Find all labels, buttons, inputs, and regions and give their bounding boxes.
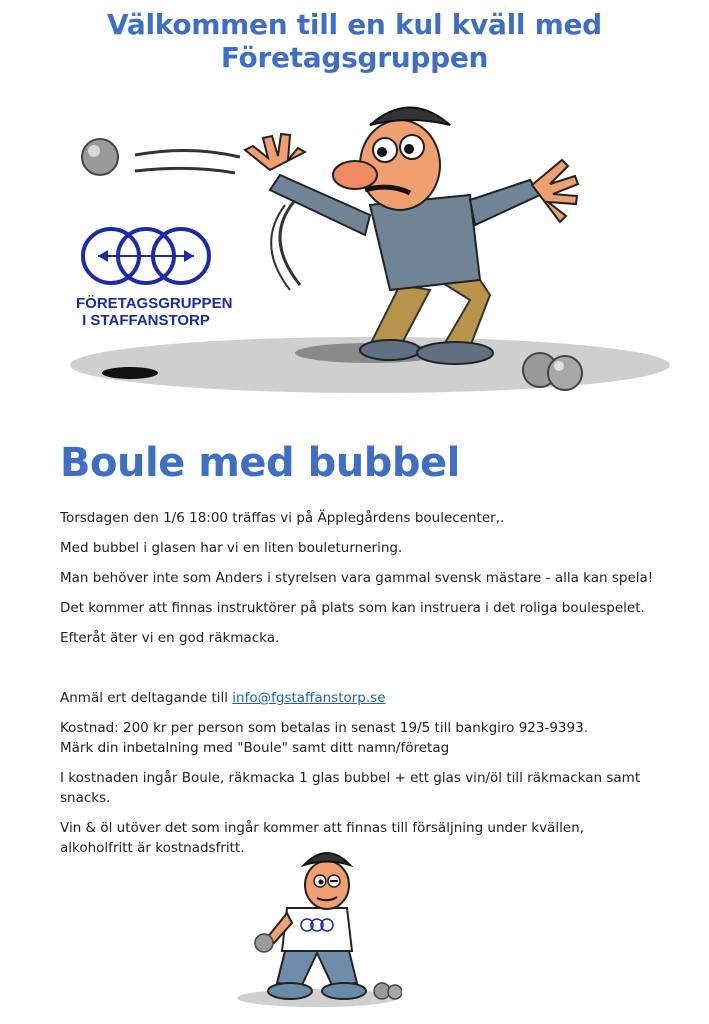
cost-paragraph [60,718,660,758]
paragraph-anders: Man behöver inte som Anders i styrelsen vara gammal svensk mästare - alla kan spela! [60,570,654,586]
event-title: Boule med bubbel [60,440,460,486]
paragraph-instructors: Det kommer att finnas instruktörer på plats som kan instruera i det roliga boulespelet. [60,600,645,616]
register-email-link[interactable]: info@fgstaffanstorp.se [232,690,386,706]
company-logo [76,222,233,329]
included-paragraph: I kostnaden ingår Boule, räkmacka 1 glas bubbel + ett glas vin/öl till räkmackan samt snacks. [60,770,641,806]
cost-line-1: Kostnad: 200 kr per person som betalas in senast 19/5 till bankgiro 923-9393. [60,720,588,736]
extra-paragraph: Vin & öl utöver det som ingår kommer att finnas till försäljning under kvällen, alkoholfritt är kostnadsfritt. [60,820,584,856]
register-prefix: Anmäl ert deltagande till [60,690,233,706]
register-line [60,688,660,708]
logo-text-line1: FÖRETAGSGRUPPEN [76,295,233,312]
paragraph-food: Efteråt äter vi en god räkmacka. [60,630,280,646]
paragraph-bubbel: Med bubbel i glasen har vi en liten bouleturnering. [60,540,403,556]
event-description [60,508,660,868]
page-header-title: Välkommen till en kul kväll med Företagsgruppen [107,8,602,74]
paragraph-date: Torsdagen den 1/6 18:00 träffas vi på Äpplegårdens boulecenter,. [60,510,505,526]
logo-text-line2: I STAFFANSTORP [82,312,210,329]
logo-rings-icon [76,222,216,290]
cost-line-2: Märk din inbetalning med "Boule" samt ditt namn/företag [60,740,450,756]
boule-mascot-illustration [232,843,402,1013]
